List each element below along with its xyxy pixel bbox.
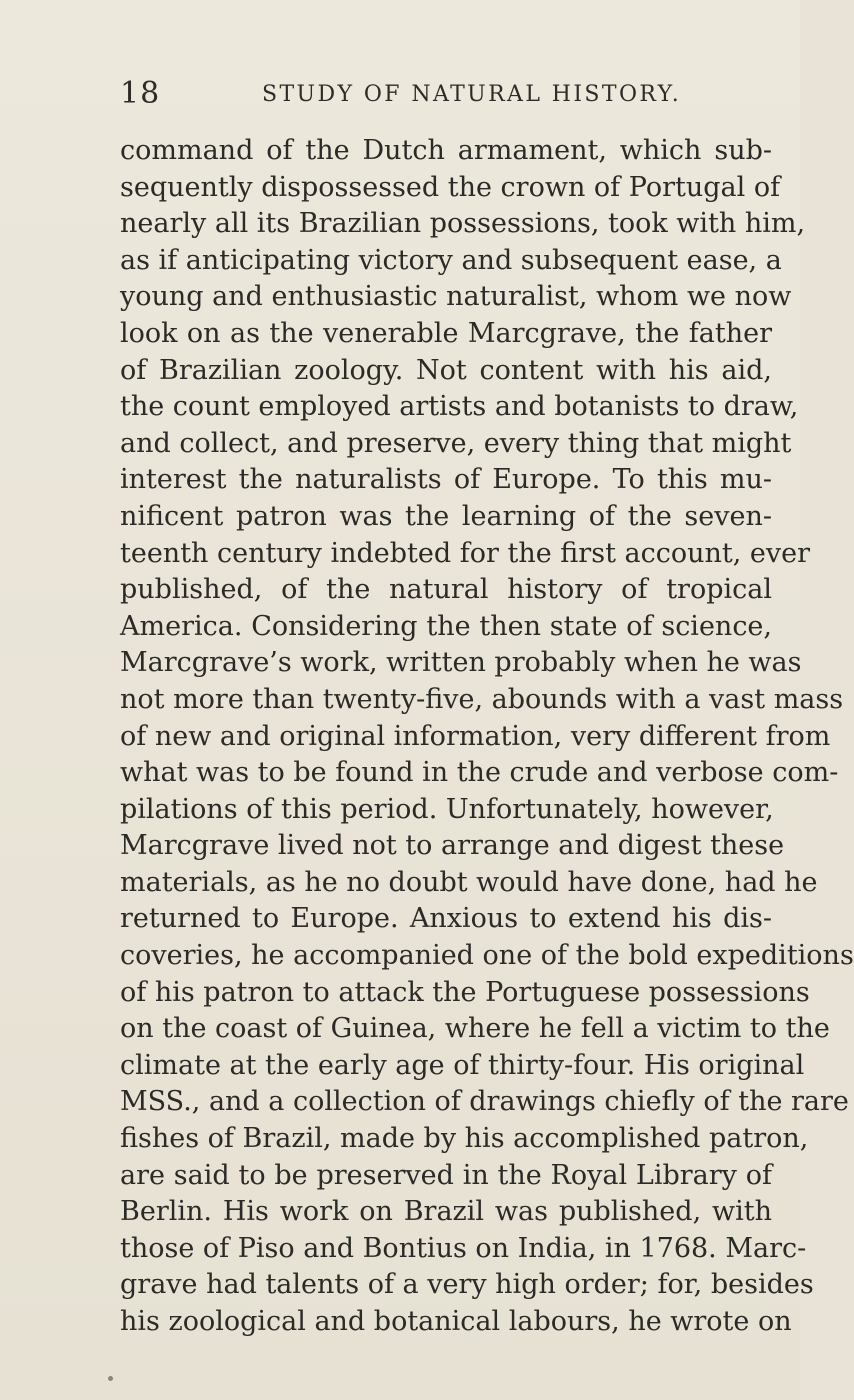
text-line: look on as the venerable Marcgrave, the father	[120, 317, 772, 349]
text-line: young and enthusiastic naturalist, whom we now	[120, 281, 792, 313]
text-line: of his patron to attack the Portuguese possessions	[120, 976, 810, 1008]
text-line: of Brazilian zoology. Not content with his aid,	[120, 354, 772, 386]
text-line: materials, as he no doubt would have done, had he	[120, 866, 818, 898]
paper-speck	[108, 1376, 113, 1381]
text-line: America. Considering the then state of science,	[120, 610, 772, 642]
text-line: what was to be found in the crude and verbose com-	[120, 757, 839, 789]
page-number: 18	[120, 76, 161, 111]
text-line: and collect, and preserve, every thing that might	[120, 427, 792, 459]
text-line: on the coast of Guinea, where he fell a victim to the	[120, 1013, 830, 1045]
text-line: sequently dispossessed the crown of Portugal of	[120, 171, 781, 203]
page-header	[120, 76, 720, 116]
text-line: nificent patron was the learning of the seven-	[120, 500, 772, 532]
text-line: MSS., and a collection of drawings chiefly of the rare	[120, 1086, 849, 1118]
text-line: returned to Europe. Anxious to extend his dis-	[120, 903, 772, 935]
text-line: climate at the early age of thirty-four. His original	[120, 1049, 805, 1081]
text-line: nearly all its Brazilian possessions, took with him,	[120, 208, 806, 240]
text-line: of new and original information, very different from	[120, 720, 831, 752]
text-line: Berlin. His work on Brazil was published, with	[120, 1196, 772, 1228]
text-line: grave had talents of a very high order; for, besides	[120, 1269, 814, 1301]
text-line: are said to be preserved in the Royal Library of	[120, 1159, 772, 1191]
text-line: command of the Dutch armament, which sub-	[120, 135, 772, 166]
text-line: published, of the natural history of tropical	[120, 574, 772, 606]
text-line: pilations of this period. Unfortunately, however,	[120, 793, 774, 825]
text-line: Marcgrave’s work, written probably when he was	[120, 647, 802, 679]
text-line: Marcgrave lived not to arrange and digest these	[120, 830, 785, 862]
text-line: interest the naturalists of Europe. To this mu-	[120, 464, 772, 496]
text-line: teenth century indebted for the first account, ever	[120, 537, 811, 569]
text-line: coveries, he accompanied one of the bold expeditions	[120, 940, 854, 972]
text-line: those of Piso and Bontius on India, in 1768. Marc-	[120, 1232, 807, 1264]
text-line: not more than twenty-five, abounds with a vast mass	[120, 683, 844, 715]
text-line: the count employed artists and botanists to draw,	[120, 391, 799, 423]
running-title: STUDY OF NATURAL HISTORY.	[262, 82, 682, 107]
text-line: as if anticipating victory and subsequent ease, a	[120, 244, 782, 276]
text-line: his zoological and botanical labours, he wrote on	[120, 1306, 792, 1337]
body-text	[120, 133, 854, 1341]
text-line: fishes of Brazil, made by his accomplished patron,	[120, 1123, 809, 1155]
